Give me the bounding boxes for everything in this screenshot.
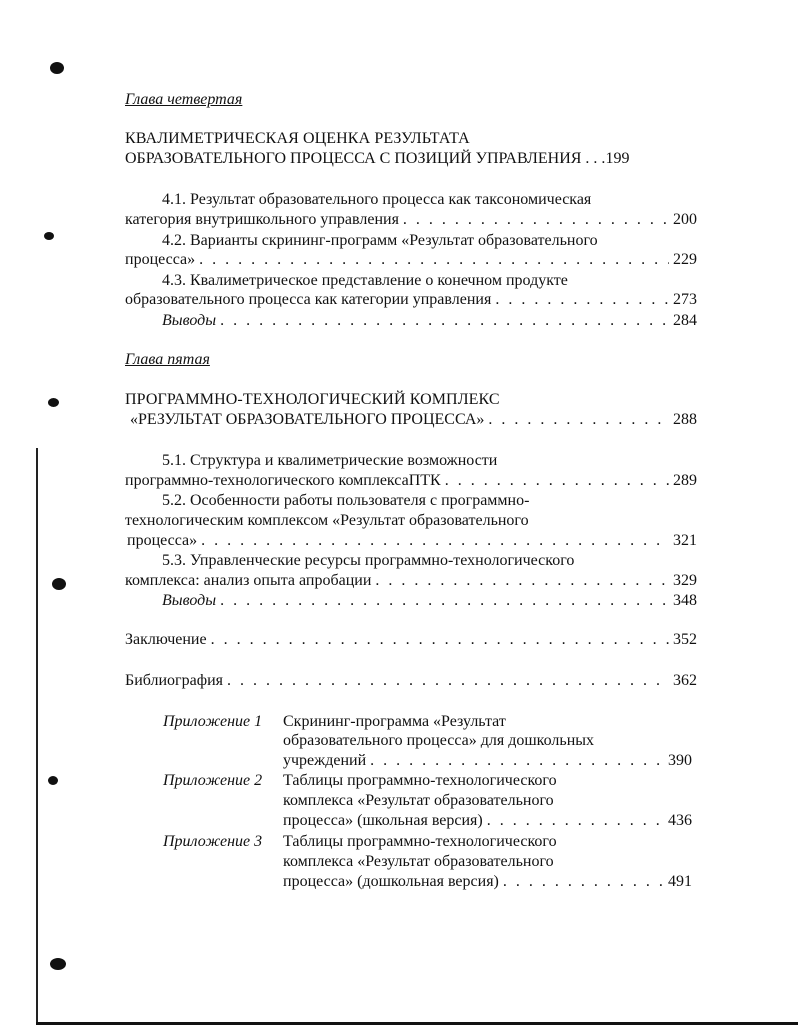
leader-dots	[487, 811, 664, 831]
appendix-3-line1: Таблицы программно-технологического	[283, 833, 557, 850]
scan-mark-top	[50, 62, 64, 74]
conclusion-entry: Заключение . . . 352	[125, 630, 697, 650]
appendix-2-label: Приложение 2	[163, 772, 263, 789]
section-4-3-line1: 4.3. Квалиметрическое представление о конечном продукте	[162, 272, 568, 289]
section-5-3: комплекса: анализ опыта апробации . . . 329	[125, 571, 697, 591]
scan-mark-4	[48, 776, 58, 785]
appendix-3-label: Приложение 3	[163, 833, 263, 850]
section-5-2-line1: 5.2. Особенности работы пользователя с программно-	[162, 492, 530, 509]
appendix-1-line1: Скрининг-программа «Результат	[283, 713, 506, 730]
chapter4-title-text: ОБРАЗОВАТЕЛЬНОГО ПРОЦЕССА С ПОЗИЦИЙ УПРАВЛЕНИЯ . . .	[125, 150, 606, 167]
leader-dots	[375, 571, 669, 591]
leader-dots	[445, 471, 669, 491]
bibliography-entry: Библиография . . . 362	[125, 671, 697, 691]
section-4-1-line1: 4.1. Результат образовательного процесса как таксономическая	[162, 191, 592, 208]
section-4-3: образовательного процесса как категории управления . . . 273	[125, 290, 697, 310]
leader-dots	[403, 210, 669, 230]
scan-mark-3	[52, 578, 66, 590]
chapter4-page: 199	[605, 150, 630, 167]
appendix-1-line2: образовательного процесса» для дошкольных	[283, 732, 595, 749]
leader-dots	[220, 311, 669, 331]
chapter4-title-line2	[125, 149, 697, 169]
chapter4-conclusions: Выводы . . . 284	[162, 311, 697, 331]
leader-dots	[220, 591, 669, 611]
section-4-2-line1: 4.2. Варианты скрининг-программ «Результат образовательного	[162, 232, 598, 249]
chapter5-title-line1: ПРОГРАММНО-ТЕХНОЛОГИЧЕСКИЙ КОМПЛЕКС	[125, 391, 500, 408]
chapter4-title-line1: КВАЛИМЕТРИЧЕСКАЯ ОЦЕНКА РЕЗУЛЬТАТА	[125, 130, 470, 147]
leader-dots	[227, 671, 669, 691]
appendix-3-line2: комплекса «Результат образовательного	[283, 853, 554, 870]
chapter5-title-line2: «РЕЗУЛЬТАТ ОБРАЗОВАТЕЛЬНОГО ПРОЦЕССА» . . . 288	[130, 410, 697, 430]
appendix-2: процесса» (школьная версия) . . . 436	[283, 811, 692, 831]
leader-dots	[199, 250, 669, 270]
scan-left-edge	[36, 448, 38, 1024]
scan-mark-bottom	[50, 958, 66, 970]
appendix-1: учреждений . . . 390	[283, 751, 692, 771]
section-5-2: процесса» . . . 321	[127, 531, 697, 551]
leader-dots	[495, 290, 669, 310]
section-5-3-line1: 5.3. Управленческие ресурсы программно-технологического	[162, 552, 575, 569]
chapter4-label: Глава четвертая	[125, 91, 243, 108]
chapter5-label: Глава пятая	[125, 351, 210, 368]
section-4-1: категория внутришкольного управления . . . 200	[125, 210, 697, 230]
leader-dots	[488, 410, 669, 430]
appendix-1-label: Приложение 1	[163, 713, 263, 730]
leader-dots	[201, 531, 669, 551]
scan-mark-1	[44, 232, 54, 240]
scan-bottom-edge	[36, 1022, 798, 1025]
leader-dots	[211, 630, 669, 650]
chapter5-page: 288	[673, 411, 697, 428]
appendix-3: процесса» (дошкольная версия) . . . 491	[283, 872, 692, 892]
section-5-2-line2: технологическим комплексом «Результат образовательного	[125, 512, 529, 529]
section-5-1-line1: 5.1. Структура и квалиметрические возможности	[162, 452, 498, 469]
leader-dots	[503, 872, 664, 892]
scan-mark-2	[48, 398, 59, 407]
section-4-2: процесса» . . . 229	[125, 250, 697, 270]
appendix-2-line1: Таблицы программно-технологического	[283, 772, 557, 789]
section-5-1: программно-технологического комплексаПТК . . . 289	[125, 471, 697, 491]
chapter5-conclusions: Выводы . . . 348	[162, 591, 697, 611]
leader-dots	[370, 751, 664, 771]
appendix-2-line2: комплекса «Результат образовательного	[283, 792, 554, 809]
